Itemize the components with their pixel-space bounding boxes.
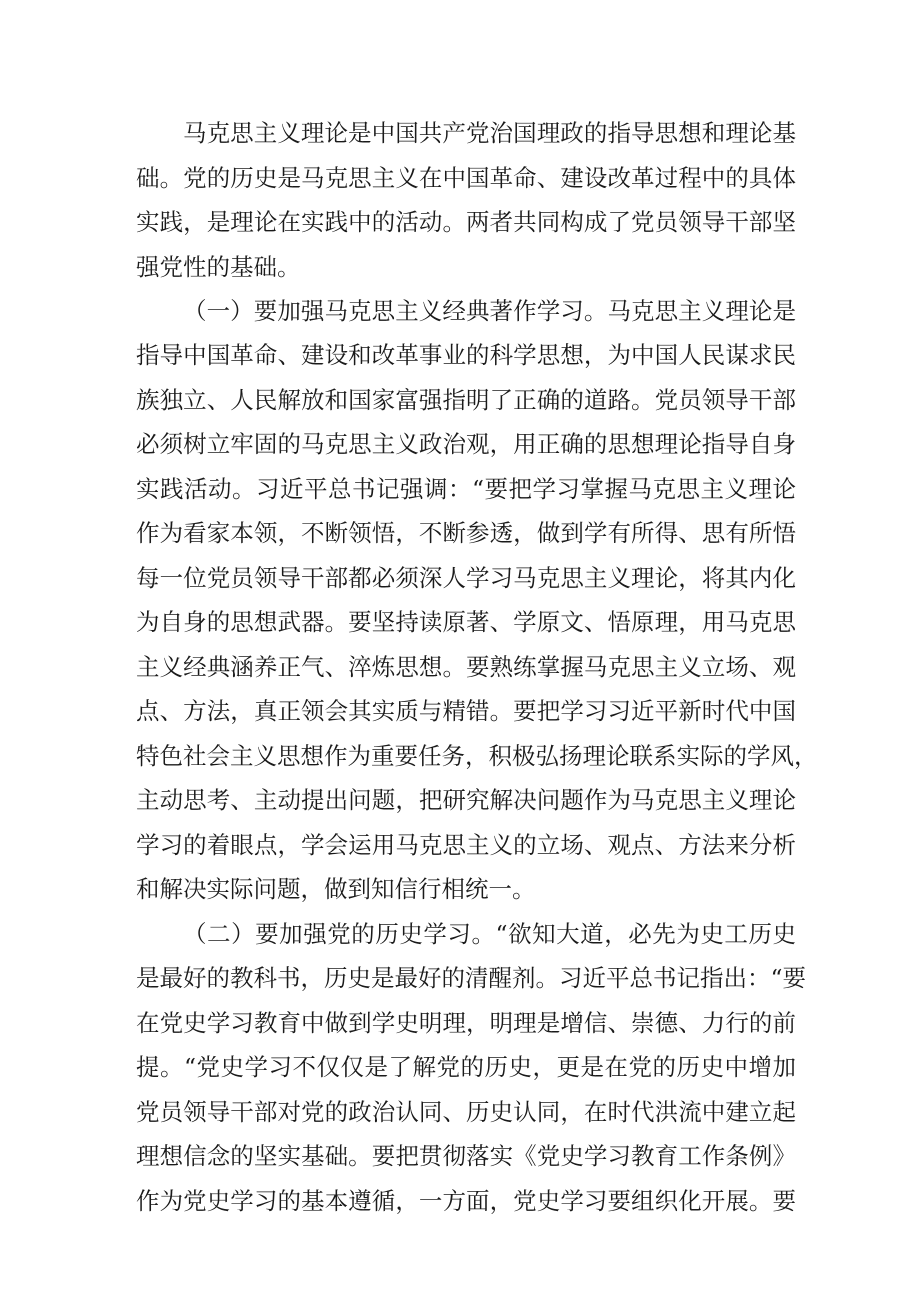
p2-line-8: 为自身的思想武器。要坚持读原著、学原文、悟原理，用马克思 bbox=[136, 608, 796, 636]
p2-line-3: 族独立、人民解放和国家富强指明了正确的道路。党员领导干部 bbox=[136, 386, 796, 414]
p3-line-3: 在党史学习教育中做到学史明理，明理是增信、崇德、力行的前 bbox=[136, 1009, 796, 1037]
p3-line-2: 是最好的教科书，历史是最好的清醒剂。习近平总书记指出：“要 bbox=[136, 964, 807, 992]
p1-line-4: 强党性的基础。 bbox=[136, 253, 301, 281]
p3-line-5: 党员领导干部对党的政治认同、历史认同，在时代洪流中建立起 bbox=[136, 1098, 796, 1126]
p3-line-4: 提。“党史学习不仅仅是了解党的历史，更是在党的历史中增加 bbox=[136, 1053, 796, 1081]
p2-line-7: 每一位党员领导干部都必须深人学习马克思主义理论，将其内化 bbox=[136, 564, 796, 592]
p2-line-12: 主动思考、主动提出问题，把研究解决问题作为马克思主义理论 bbox=[136, 786, 796, 814]
p2-line-13: 学习的着眼点，学会运用马克思主义的立场、观点、方法来分析 bbox=[136, 831, 796, 859]
p2-line-9: 主义经典涵养正气、淬炼思想。要熟练掌握马克思主义立场、观 bbox=[136, 653, 796, 681]
p2-line-10: 点、方法，真正领会其实质与精错。要把学习习近平新时代中国 bbox=[136, 697, 796, 725]
p1-line-3: 实践，是理论在实践中的活动。两者共同构成了党员领导干部坚 bbox=[136, 208, 796, 236]
p2-line-4: 必须树立牢固的马克思主义政治观，用正确的思想理论指导自身 bbox=[136, 430, 796, 458]
p2-line-5: 实践活动。习近平总书记强调：“要把学习掌握马克思主义理论 bbox=[136, 475, 796, 503]
p2-line-6: 作为看家本领，不断领悟，不断参透，做到学有所得、思有所悟 bbox=[136, 519, 796, 547]
p3-line-6: 理想信念的坚实基础。要把贯彻落实《党史学习教育工作条例》 bbox=[136, 1142, 796, 1170]
p3-line-7: 作为党史学习的基本遵循，一方面，党史学习要组织化开展。要 bbox=[136, 1187, 796, 1215]
p1-line-1: 马克思主义理论是中国共产党治国理政的指导思想和理论基 bbox=[183, 119, 796, 147]
p3-line-1: （二）要加强党的历史学习。“欲知大道，必先为史工历史 bbox=[183, 920, 796, 948]
p1-line-2: 础。党的历史是马克思主义在中国革命、建设改革过程中的具体 bbox=[136, 164, 796, 192]
p2-line-2: 指导中国革命、建设和改革事业的科学思想，为中国人民谋求民 bbox=[136, 341, 796, 369]
p2-line-14: 和解决实际问题，做到知信行相统一。 bbox=[136, 875, 536, 903]
p2-line-11: 特色社会主义思想作为重要任务，积极弘扬理论联系实际的学风， bbox=[136, 742, 818, 770]
p2-line-1: （一）要加强马克思主义经典著作学习。马克思主义理论是 bbox=[183, 297, 796, 325]
